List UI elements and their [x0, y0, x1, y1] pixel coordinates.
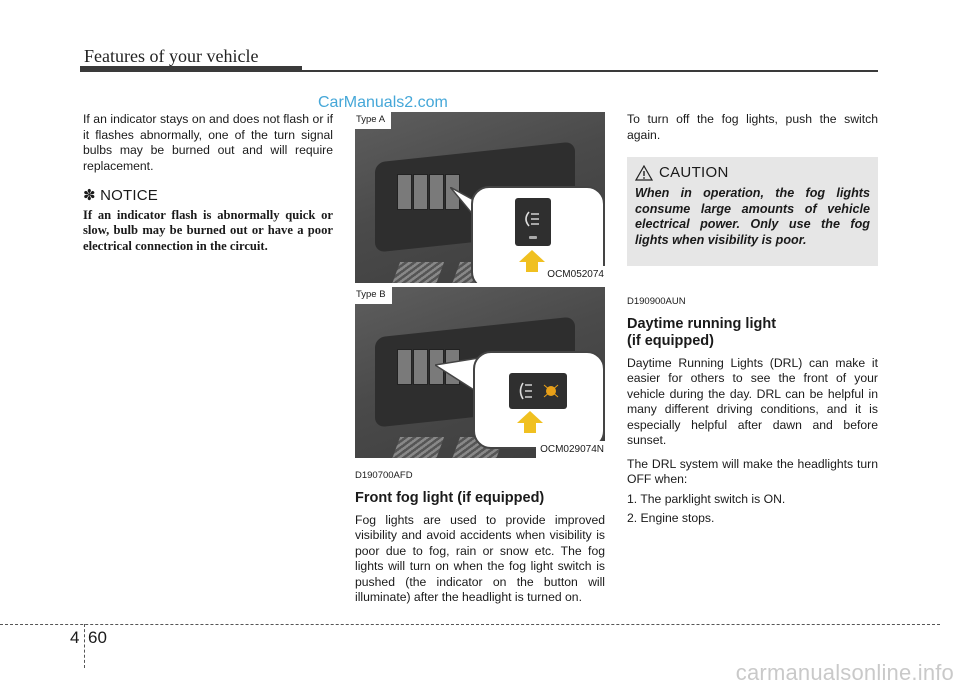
- intro-paragraph: If an indicator stays on and does not flash or if it flashes abnormally, one of the turn signal bulbs may be burned out and will require replacement.: [83, 112, 333, 173]
- pedal: [390, 262, 444, 283]
- caution-header: [635, 165, 870, 181]
- pedal: [390, 437, 444, 458]
- header-rule-thick: [80, 66, 302, 72]
- section-title-line: Daytime running light: [627, 315, 777, 332]
- figure-code: OCM029074N: [536, 441, 605, 459]
- fog-light-icon: [509, 373, 567, 409]
- caution-text: When in operation, the fog lights consume large amounts of vehicle electrical power. Only use the fog lights when visibility is poor.: [635, 186, 870, 247]
- body-paragraph: The DRL system will make the headlights turn OFF when:: [627, 456, 878, 486]
- figure-type-a: [355, 112, 605, 283]
- notice-title: ✽ NOTICE: [83, 187, 159, 204]
- figure-type-label: Type A: [355, 112, 391, 129]
- footer-vertical-divider: [84, 624, 85, 668]
- section-title-line: (if equipped): [627, 332, 714, 349]
- panel-switch: [397, 174, 412, 210]
- caution-title: CAUTION: [659, 164, 729, 182]
- watermark-top: CarManuals2.com: [318, 94, 448, 111]
- page-header-title: Features of your vehicle: [84, 46, 259, 66]
- figure-type-label: Type B: [355, 287, 392, 304]
- figure-code: OCM052074: [543, 266, 605, 284]
- press-arrow-icon: [517, 411, 543, 423]
- notice-text: If an indicator flash is abnormally quick or slow, bulb may be burned out or have a poor electrical connection in the circuit.: [83, 207, 333, 253]
- column-right: [627, 112, 878, 535]
- section-code: D190700AFD: [355, 470, 413, 481]
- fog-light-icon: [515, 208, 551, 232]
- figure-type-b: [355, 287, 605, 458]
- press-arrow-stem: [526, 262, 538, 272]
- press-arrow-icon: [519, 250, 545, 262]
- panel-switch: [397, 349, 412, 385]
- watermark-bottom: carmanualsonline.info: [735, 660, 954, 685]
- panel-switch: [413, 174, 428, 210]
- list-item: 1. The parklight switch is ON.: [627, 491, 786, 506]
- section-code: D190900AUN: [627, 296, 686, 307]
- list-item: 2. Engine stops.: [627, 511, 715, 525]
- intro-paragraph: To turn off the fog lights, push the switch again.: [627, 112, 878, 142]
- panel-switch: [429, 174, 444, 210]
- indicator-led: [529, 236, 537, 239]
- caution-box: [627, 157, 878, 266]
- warning-triangle-icon: [635, 165, 653, 181]
- fog-switch-button: [515, 198, 551, 246]
- chapter-number: 4: [70, 628, 80, 647]
- page-number: 60: [88, 628, 107, 647]
- body-paragraph: Daytime Running Lights (DRL) can make it easier for others to see the front of your vehicle during the day. DRL can be helpful in many different driving conditions, and it is especially helpful after dawn and before sunset.: [627, 355, 878, 447]
- press-arrow-stem: [524, 423, 536, 433]
- fog-switch-button: [509, 373, 567, 409]
- panel-switch: [413, 349, 428, 385]
- footer-divider: [0, 624, 940, 625]
- header-rule-thin: [300, 70, 878, 72]
- column-left: [83, 112, 333, 262]
- body-paragraph: Fog lights are used to provide improved visibility and avoid accidents when visibility is poor due to fog, rain or snow etc. The fog lights will turn on when the fog light switch is pushed (the indicator on the button will illuminate) after the headlight is turned on.: [355, 512, 605, 604]
- section-title: Front fog light (if equipped): [355, 489, 545, 506]
- column-middle: [355, 112, 605, 614]
- callout-bubble: [473, 351, 605, 449]
- section-title: [627, 316, 878, 350]
